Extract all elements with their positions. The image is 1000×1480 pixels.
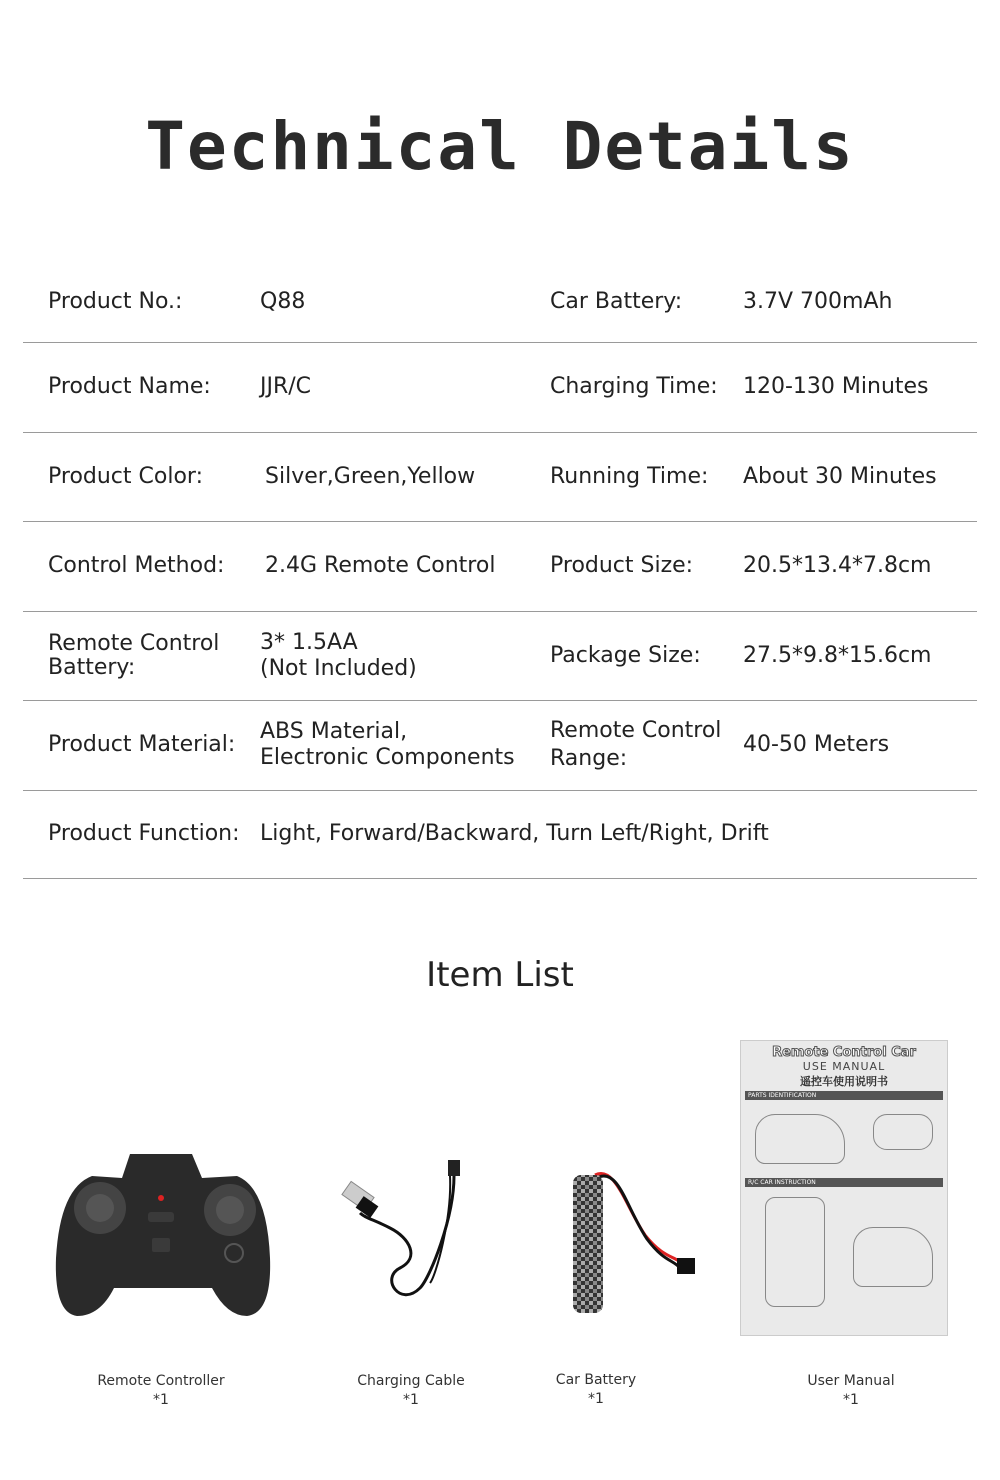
- spec-label-line: Battery:: [48, 654, 136, 680]
- spec-label: Product No.:: [48, 289, 183, 314]
- spec-value: 3.7V 700mAh: [743, 289, 893, 314]
- spec-label: [550, 717, 721, 773]
- spec-value-line: (Not Included): [260, 655, 417, 681]
- manual-brand: Remote Control Car: [772, 1045, 916, 1060]
- item-remote-controller: [61, 1372, 261, 1410]
- item-user-manual: [751, 1372, 951, 1410]
- spec-value: Silver,Green,Yellow: [265, 463, 476, 489]
- spec-label-line: Remote Control: [48, 630, 220, 656]
- spec-row: [23, 612, 977, 702]
- spec-value: [260, 719, 515, 771]
- spec-row: [23, 791, 977, 879]
- spec-value: 40-50 Meters: [743, 732, 890, 758]
- spec-row: [23, 522, 977, 612]
- spec-row: [23, 343, 977, 433]
- item-qty: *1: [153, 1392, 169, 1408]
- item-name: Charging Cable: [357, 1373, 465, 1389]
- spec-label: Product Name:: [48, 374, 211, 400]
- spec-value: Light, Forward/Backward, Turn Left/Right, Drift: [260, 821, 769, 846]
- spec-value: 120-130 Minutes: [743, 374, 929, 400]
- charging-cable-image: [340, 1158, 480, 1308]
- spec-label: Product Color:: [48, 463, 203, 489]
- page-title: Technical Details: [145, 108, 855, 185]
- spec-value: 27.5*9.8*15.6cm: [743, 642, 932, 668]
- spec-value-line: Electronic Components: [260, 745, 515, 771]
- spec-row: [23, 701, 977, 791]
- spec-label: Car Battery:: [550, 289, 683, 314]
- car-battery-image: [565, 1165, 700, 1315]
- manual-section: R/C CAR INSTRUCTION: [745, 1178, 943, 1187]
- manual-diagram: [745, 1100, 943, 1178]
- spec-label: Package Size:: [550, 642, 701, 668]
- spec-label-line: Remote Control: [550, 718, 722, 744]
- spec-label: Control Method:: [48, 553, 225, 579]
- spec-value: 2.4G Remote Control: [265, 553, 496, 579]
- manual-diagram: [745, 1187, 943, 1327]
- item-qty: *1: [843, 1392, 859, 1408]
- item-qty: *1: [403, 1392, 419, 1408]
- item-name: User Manual: [807, 1373, 895, 1389]
- spec-label: Charging Time:: [550, 374, 718, 400]
- spec-value: [260, 630, 417, 682]
- spec-label: Product Size:: [550, 553, 694, 579]
- spec-value-line: 3* 1.5AA: [260, 629, 358, 655]
- spec-label: [48, 632, 219, 680]
- spec-label-line: Range:: [550, 746, 628, 772]
- spec-value: 20.5*13.4*7.8cm: [743, 553, 932, 579]
- item-list-title: Item List: [426, 955, 574, 995]
- manual-title-cn: 遥控车使用说明书: [800, 1075, 888, 1088]
- spec-label: Running Time:: [550, 463, 709, 489]
- manual-title: USE MANUAL: [802, 1060, 886, 1073]
- manual-section: PARTS IDENTIFICATION: [745, 1091, 943, 1100]
- item-charging-cable: [311, 1372, 511, 1410]
- item-name: Car Battery: [555, 1372, 637, 1388]
- spec-label: Product Function:: [48, 821, 240, 846]
- item-car-battery: [496, 1371, 696, 1409]
- item-qty: *1: [588, 1391, 604, 1407]
- item-name: Remote Controller: [97, 1373, 225, 1389]
- spec-value: Q88: [260, 289, 306, 314]
- spec-value: About 30 Minutes: [743, 463, 937, 489]
- spec-row: [23, 262, 977, 343]
- user-manual-image: [740, 1040, 948, 1336]
- spec-row: [23, 433, 977, 523]
- spec-table: [23, 262, 977, 879]
- spec-value: JJR/C: [260, 374, 312, 400]
- remote-controller-image: [52, 1148, 274, 1318]
- spec-label: Product Material:: [48, 732, 236, 758]
- spec-value-line: ABS Material,: [260, 719, 408, 745]
